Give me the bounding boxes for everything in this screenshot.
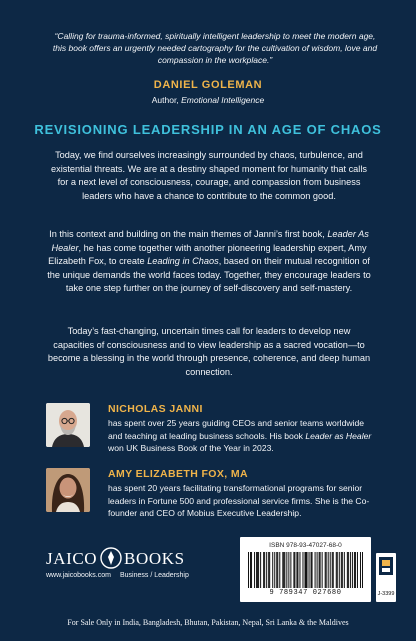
barcode-bar [306,552,307,588]
barcode-bar [269,552,270,588]
barcode-bar [254,552,255,588]
author-bio-1-c: won UK Business Book of the Year in 2023. [108,443,274,453]
p2-text-c: , he has come together with another pioneering leadership expert, Amy Elizabeth Fox, to create [48,242,367,266]
endorser-role [0,95,416,105]
barcode-bar [260,552,261,588]
barcode-bar [276,552,277,588]
barcode-bar [312,552,313,588]
barcode-bar [352,552,353,588]
barcode-bar [322,552,323,588]
barcode-bar [347,552,348,588]
endorser-book-title: Emotional Intelligence [181,95,265,105]
publisher-logo-right: BOOKS [124,549,185,568]
barcode-bar [339,552,340,588]
author-bio-2: has spent 20 years facilitating transformational programs for senior leaders in Fortune 500 and professional service firms. She is the Co-founder and CEO of Mobius Executive Leadership. [108,483,370,518]
barcode-bar [326,552,327,588]
section-title: REVISIONING LEADERSHIP IN AN AGE OF CHAOS [34,122,382,137]
barcode-bar [355,552,356,588]
description-paragraph-1: Today, we find ourselves increasingly surrounded by chaos, turbulence, and existential threats. We are at a destiny shaped moment for humanity that calls for a next level of consciousness, courage, and compassion from business leaders who have a chance to contribute to the common good. [51,150,367,201]
author-bio-1-a: has spent over 25 years guiding CEOs and senior teams worldwide and teaching at leading business schools. His book [108,418,365,441]
barcode-bar [362,552,363,588]
barcode-bar [333,552,334,588]
barcode-bar [277,552,278,588]
barcode-bar [251,552,252,588]
barcode-bar [250,552,251,588]
barcode-bar [299,552,300,588]
price-code: J-3399 [377,591,395,597]
barcode-bar [350,552,351,588]
barcode-bar [296,552,297,588]
author-photo-nicholas-janni [46,403,90,447]
barcode-bar [282,552,283,588]
barcode-bar [263,552,264,588]
publisher-logo [46,547,216,571]
barcode-bar [342,552,343,588]
barcode-bar [257,552,258,588]
p2-text-a: In this context and building on the main themes of Janni’s first book, [49,229,328,239]
barcode-bar [319,552,320,588]
barcode-bar [328,552,329,588]
endorsement-quote: “Calling for trauma-informed, spiritually intelligent leadership to meet the modern age, this book offers an urgently needed cartography for the cultivation of wisdom, love and compassion in the workplace.” [52,31,378,65]
barcode-bar [337,552,338,588]
barcode-bar [258,552,259,588]
isbn-number: ISBN 978-93-47027-68-0 [269,542,342,549]
barcode-bar [304,552,305,588]
barcode-digits: 9 789347 027680 [269,589,342,597]
barcode-bar [268,552,269,588]
isbn-barcode [240,537,371,602]
barcode-bar [290,552,291,588]
barcode-bar [286,552,287,588]
price-tag-icon [379,557,393,575]
author-bio-1 [108,417,380,455]
author-photo-amy-elizabeth-fox [46,468,90,512]
description-paragraph-2 [46,228,372,296]
barcode-bar [266,552,267,588]
barcode-bar [307,552,308,588]
p2-book-title-2: Leading in Chaos [147,256,219,266]
endorser-name: DANIEL GOLEMAN [153,79,263,91]
barcode-bar [332,552,333,588]
barcode-bar [330,552,331,588]
barcode-bar [317,552,318,588]
barcode-bar [311,552,312,588]
barcode-bar [248,552,249,588]
publisher-website: www.jaicobooks.com [46,572,111,579]
barcode-bar [294,552,295,588]
barcode-bar [325,552,326,588]
barcode-bar [272,552,273,588]
barcode-bar [341,552,342,588]
p2-text-e: , based on their mutual recognition of the unique demands the world faces today. Together, they encourage leaders to take one step further on the journey of self-discovery and self-mastery. [47,256,371,293]
barcode-bar [256,552,257,588]
book-category: Business / Leadership [120,572,189,579]
publisher-emblem-icon [100,547,122,569]
description-paragraph-3: Today’s fast-changing, uncertain times call for leaders to develop new capacities of consciousness and to view leadership as a sacred vocation—to become a blessing in the world through presence, coherence, and deep human connection. [47,326,371,377]
barcode-bar [354,552,355,588]
author-name-2: AMY ELIZABETH FOX, MA [108,468,249,480]
barcode-bar [293,552,294,588]
barcode-bar [279,552,280,588]
barcode-bar [274,552,275,588]
barcode-bars [248,552,363,588]
barcode-bar [320,552,321,588]
author-name-1: NICHOLAS JANNI [108,403,203,415]
barcode-bar [302,552,303,588]
barcode-bar [297,552,298,588]
publisher-logo-left: JAICO [46,549,98,568]
barcode-bar [348,552,349,588]
endorser-role-prefix: Author, [151,95,182,105]
barcode-bar [315,552,316,588]
price-code-box [376,553,396,602]
barcode-bar [309,552,310,588]
p2-book-title-1: Leader As Healer [51,229,369,253]
barcode-bar [357,552,358,588]
barcode-bar [288,552,289,588]
barcode-bar [284,552,285,588]
sales-territory-notice: For Sale Only in India, Bangladesh, Bhutan, Pakistan, Nepal, Sri Lanka & the Maldives [67,618,349,627]
barcode-bar [344,552,345,588]
barcode-bar [283,552,284,588]
barcode-bar [360,552,361,588]
barcode-bar [336,552,337,588]
author-bio-1-book-title: Leader as Healer [305,430,372,441]
barcode-bar [264,552,265,588]
